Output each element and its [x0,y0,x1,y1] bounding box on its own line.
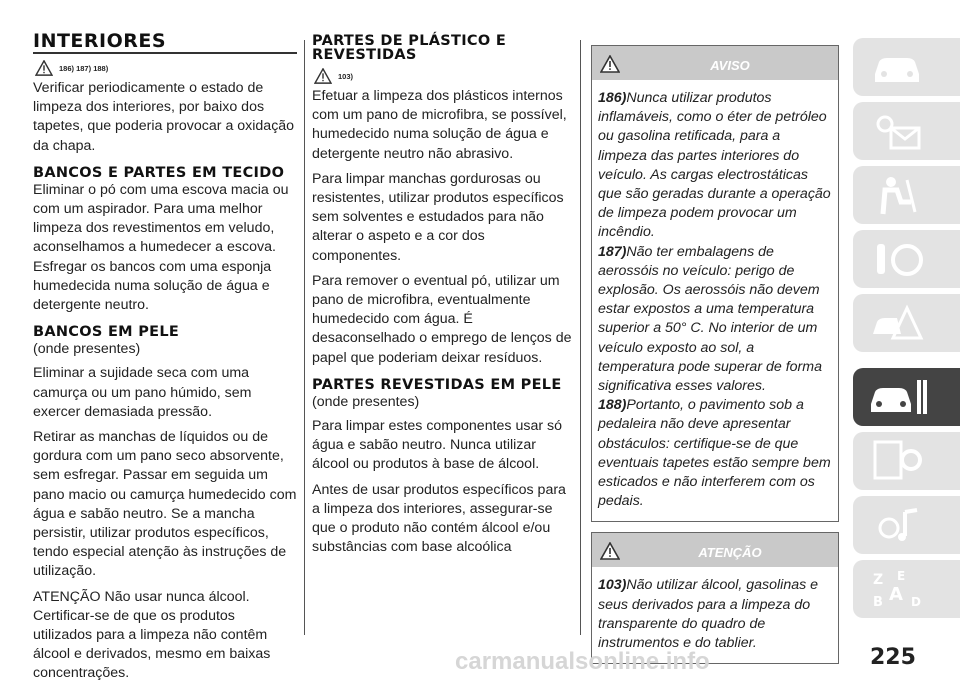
column-divider [304,40,305,635]
warning-triangle-icon [35,60,53,76]
svg-text:B: B [873,595,883,610]
watermark: carmanualsonline.info [455,648,710,675]
aviso-header [592,46,838,80]
aviso-item: 188)Portanto, o pavimento sob a pedaleira não deve apresentar obstáculos: certifique-se de que eventuais tapetes estão sempre bem esticados e não interferem com os pedais. [598,397,831,510]
plastic-paragraph-3: Para remover o eventual pó, utilizar um pano de microfibra, eventualmente humedecido com água. É desaconselhado o emprego de lenços de papel que poderiam deixar resíduos. [312,272,572,366]
tab-technical-data[interactable] [853,432,960,490]
tab-index[interactable] [853,560,960,618]
leather-seats-paragraph-3: ATENÇÃO Não usar nunca álcool. Certificar-se de que os produtos utilizados para a limpeza não contêm álcool e derivados, mesmo em baixas concentrações. [33,588,271,682]
index-letters-icon [867,566,927,612]
atencao-box [591,532,839,664]
aviso-label: AVISO [710,58,750,73]
tab-multimedia[interactable] [853,496,960,554]
section-heading-fabric: BANCOS E PARTES EM TECIDO [33,164,285,181]
svg-text:E: E [897,569,906,583]
svg-text:D: D [911,595,921,609]
aviso-body [592,80,838,521]
leather-seats-paragraph-1: Eliminar a sujidade seca com uma camurça ou um pano húmido, sem exercer demasiada pressão. [33,365,252,420]
leather-seats-subtitle: (onde presentes) [33,341,141,358]
tab-maintenance[interactable] [853,368,960,426]
title-rule [33,52,297,54]
tab-warning-lights[interactable] [853,102,960,160]
safety-airbag-icon [867,172,927,218]
aviso-box [591,45,839,522]
page-number: 225 [870,645,916,670]
leather-parts-paragraph-2: Antes de usar produtos específicos para a limpeza dos interiores, assegurar-se que o produto não contém álcool e/ou substâncias com base alcoólica [312,481,566,556]
starting-driving-icon [867,236,927,282]
atencao-label: ATENÇÃO [698,545,762,561]
tab-car-overview[interactable] [853,38,960,96]
plastic-paragraph-1: Efetuar a limpeza dos plásticos internos com um pano de microfibra, se possível, humedecido numa solução de água e detergente neutro não abrasivo. [312,88,567,162]
intro-paragraph: Verificar periodicamente o estado de limpeza dos interiores, por baixo dos tapetes, que poderia provocar a oxidação da chapa. [33,80,295,154]
warning-lights-icon [867,108,927,154]
warning-refs [35,60,297,76]
section-heading-plastic: PARTES DE PLÁSTICO E REVESTIDAS [312,33,507,63]
page-title: INTERIORES [33,30,167,52]
section-heading-leather-seats: BANCOS EM PELE [33,324,180,341]
column-2 [312,30,574,563]
leather-seats-paragraph-2: Retirar as manchas de líquidos ou de gordura com um pano seco absorvente, sem esfregar. Passar em seguida um pano macio ou camurça humedecido com água e sabão neutro. Se a mancha persistir, utilizar produtos específicos, tendo especial atenção às instruções de utilização. [33,429,297,580]
plastic-paragraph-2: Para limpar manchas gordurosas ou resistentes, utilizar produtos específicos sem solventes e estudados para não alterar o aspeto e a cor dos componentes. [312,170,564,264]
warning-triangle-icon [600,542,620,560]
column-divider [580,40,581,635]
warning-ref-numbers: 103) [338,71,354,81]
leather-parts-paragraph-1: Para limpar estes componentes usar só água e sabão neutro. Nunca utilizar álcool ou produtos à base de álcool. [312,418,562,473]
atencao-item: 103)Não utilizar álcool, gasolinas e seus derivados para a limpeza do transparente do quadro de instrumentos e do tablier. [598,577,819,652]
maintenance-car-icon [867,374,927,420]
aviso-item: 186)Nunca utilizar produtos inflamáveis, como o éter de petróleo ou gasolina retificada, para a limpeza das partes interiores do veículo. As cargas electrostáticas que são geradas durante a operação de limpeza podem provocar um incêndio. [598,90,831,241]
tab-safety[interactable] [853,166,960,224]
multimedia-icon [867,502,927,548]
column-1 [33,30,297,690]
tab-starting-driving[interactable] [853,230,960,288]
atencao-header [592,533,838,567]
section-heading-leather-parts: PARTES REVESTIDAS EM PELE [312,376,562,393]
svg-text:A: A [889,584,903,605]
tab-emergency[interactable] [853,294,960,352]
emergency-car-icon [867,300,927,346]
warning-refs-2 [314,68,574,84]
warning-triangle-icon [600,55,620,73]
leather-parts-subtitle: (onde presentes) [312,393,420,410]
technical-data-icon [867,438,927,484]
aviso-item: 187)Não ter embalagens de aerossóis no veículo: perigo de explosão. Os aerossóis não devem estar expostos a uma temperatura superior a 50° C. No interior de um veículo exposto ao sol, a temperatura pode superar de forma significativa esses valores. [598,243,822,395]
warning-triangle-icon [314,68,332,84]
svg-text:Z: Z [873,572,884,588]
fabric-paragraph: Eliminar o pó com uma escova macia ou com um aspirador. Para uma melhor limpeza dos revestimentos em veludo, aconselhamos a humedecer a escova. Esfregar os bancos com uma esponja humedecida numa solução de água e detergente neutro. [33,181,289,314]
column-3 [591,45,839,674]
warning-ref-numbers: 186) 187) 188) [59,63,109,73]
car-overview-icon [867,44,927,90]
